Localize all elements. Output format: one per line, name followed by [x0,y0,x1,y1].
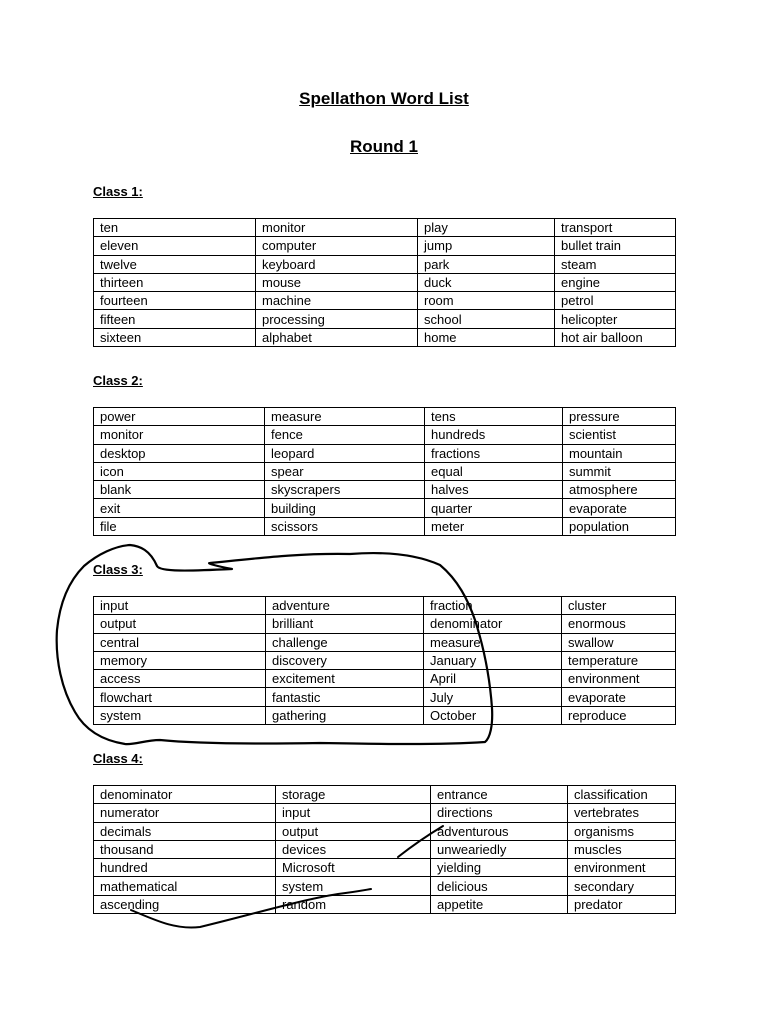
word-cell: helicopter [555,310,676,328]
word-cell: transport [555,219,676,237]
word-cell: fourteen [94,292,256,310]
word-cell: measure [265,408,425,426]
word-cell: October [424,706,562,724]
table-row [94,822,676,840]
word-cell: secondary [568,877,676,895]
word-cell: hundreds [425,426,563,444]
word-cell: output [94,615,266,633]
table-row [94,292,676,310]
word-cell: reproduce [562,706,676,724]
word-cell: scissors [265,517,425,535]
class-4-word-table [93,785,676,914]
word-cell: eleven [94,237,256,255]
table-row [94,237,676,255]
word-cell: mathematical [94,877,276,895]
word-cell: Microsoft [276,859,431,877]
word-cell: bullet train [555,237,676,255]
word-cell: halves [425,481,563,499]
word-cell: central [94,633,266,651]
word-cell: scientist [563,426,676,444]
table-row [94,895,676,913]
word-cell: delicious [431,877,568,895]
word-cell: home [418,328,555,346]
word-cell: play [418,219,555,237]
word-cell: muscles [568,840,676,858]
word-cell: thirteen [94,273,256,291]
word-cell: thousand [94,840,276,858]
class-3-word-table [93,596,676,725]
word-cell: devices [276,840,431,858]
word-cell: summit [563,462,676,480]
word-cell: ten [94,219,256,237]
table-row [94,651,676,669]
word-cell: alphabet [256,328,418,346]
table-row [94,444,676,462]
word-cell: mountain [563,444,676,462]
word-cell: yielding [431,859,568,877]
word-cell: system [276,877,431,895]
class-2-word-table [93,407,676,536]
word-cell: mouse [256,273,418,291]
table-row [94,255,676,273]
word-cell: evaporate [562,688,676,706]
word-cell: computer [256,237,418,255]
table-row [94,688,676,706]
word-cell: brilliant [266,615,424,633]
word-cell: January [424,651,562,669]
word-cell: entrance [431,786,568,804]
word-cell: memory [94,651,266,669]
word-cell: fence [265,426,425,444]
table-row [94,408,676,426]
table-row [94,328,676,346]
table-row [94,597,676,615]
word-cell: challenge [266,633,424,651]
table-row [94,804,676,822]
word-cell: April [424,670,562,688]
word-cell: keyboard [256,255,418,273]
word-cell: meter [425,517,563,535]
class-2-label: Class 2: [93,373,143,388]
word-cell: hot air balloon [555,328,676,346]
word-cell: ascending [94,895,276,913]
word-cell: power [94,408,265,426]
word-cell: output [276,822,431,840]
table-row [94,219,676,237]
word-cell: enormous [562,615,676,633]
word-cell: blank [94,481,265,499]
table-row [94,517,676,535]
word-cell: excitement [266,670,424,688]
word-cell: organisms [568,822,676,840]
word-cell: unweariedly [431,840,568,858]
word-cell: cluster [562,597,676,615]
word-cell: measure [424,633,562,651]
word-cell: predator [568,895,676,913]
word-cell: vertebrates [568,804,676,822]
word-cell: leopard [265,444,425,462]
word-cell: appetite [431,895,568,913]
table-row [94,633,676,651]
word-cell: adventurous [431,822,568,840]
word-cell: swallow [562,633,676,651]
word-cell: fractions [425,444,563,462]
word-cell: flowchart [94,688,266,706]
word-cell: room [418,292,555,310]
word-cell: denominator [424,615,562,633]
word-cell: July [424,688,562,706]
word-cell: exit [94,499,265,517]
table-row [94,426,676,444]
word-cell: environment [562,670,676,688]
word-cell: classification [568,786,676,804]
word-cell: system [94,706,266,724]
word-cell: storage [276,786,431,804]
word-cell: access [94,670,266,688]
word-cell: jump [418,237,555,255]
word-cell: numerator [94,804,276,822]
word-cell: discovery [266,651,424,669]
word-cell: fraction [424,597,562,615]
word-cell: decimals [94,822,276,840]
word-cell: environment [568,859,676,877]
word-cell: engine [555,273,676,291]
word-cell: building [265,499,425,517]
class-1-word-table [93,218,676,347]
class-3-label: Class 3: [93,562,143,577]
word-cell: equal [425,462,563,480]
word-cell: population [563,517,676,535]
class-1-label: Class 1: [93,184,143,199]
word-cell: machine [256,292,418,310]
word-cell: tens [425,408,563,426]
table-row [94,615,676,633]
table-row [94,670,676,688]
document-title: Spellathon Word List [299,89,469,108]
word-cell: steam [555,255,676,273]
word-cell: atmosphere [563,481,676,499]
table-row [94,786,676,804]
word-cell: petrol [555,292,676,310]
word-cell: directions [431,804,568,822]
word-cell: pressure [563,408,676,426]
word-cell: monitor [94,426,265,444]
word-cell: file [94,517,265,535]
table-row [94,859,676,877]
word-cell: sixteen [94,328,256,346]
word-cell: quarter [425,499,563,517]
word-cell: hundred [94,859,276,877]
word-cell: evaporate [563,499,676,517]
word-cell: temperature [562,651,676,669]
table-row [94,840,676,858]
table-row [94,310,676,328]
table-row [94,499,676,517]
word-cell: desktop [94,444,265,462]
word-cell: adventure [266,597,424,615]
table-row [94,481,676,499]
word-cell: processing [256,310,418,328]
word-cell: denominator [94,786,276,804]
word-cell: skyscrapers [265,481,425,499]
word-cell: input [276,804,431,822]
word-cell: random [276,895,431,913]
word-cell: monitor [256,219,418,237]
table-row [94,462,676,480]
word-cell: twelve [94,255,256,273]
word-cell: icon [94,462,265,480]
class-4-label: Class 4: [93,751,143,766]
word-cell: park [418,255,555,273]
table-row [94,706,676,724]
word-cell: duck [418,273,555,291]
word-cell: gathering [266,706,424,724]
word-cell: fifteen [94,310,256,328]
table-row [94,877,676,895]
round-title: Round 1 [350,137,418,156]
word-cell: spear [265,462,425,480]
word-cell: school [418,310,555,328]
word-cell: input [94,597,266,615]
word-cell: fantastic [266,688,424,706]
table-row [94,273,676,291]
